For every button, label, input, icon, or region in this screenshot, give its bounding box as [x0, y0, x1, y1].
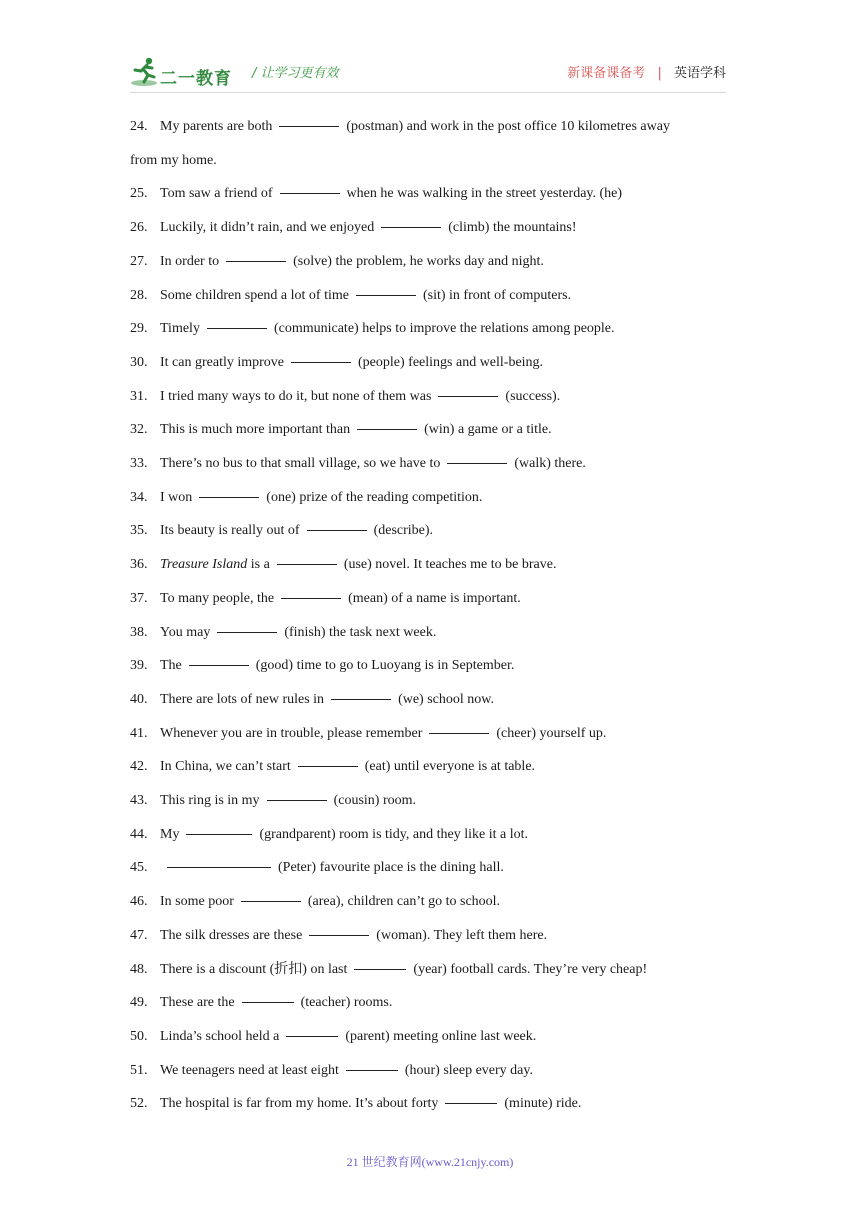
answer-blank[interactable]: [207, 327, 267, 329]
question-number: 37.: [130, 590, 148, 606]
answer-blank[interactable]: [331, 698, 391, 700]
question-text-before: Its beauty is really out of: [160, 523, 300, 539]
answer-blank[interactable]: [307, 529, 367, 531]
question-text-before: I won: [160, 489, 193, 505]
tag-separator: |: [657, 66, 662, 81]
question-text-before: Luckily, it didn’t rain, and we enjoyed: [160, 220, 375, 236]
logo: [130, 56, 240, 88]
answer-blank[interactable]: [438, 395, 498, 397]
question-number: 27.: [130, 253, 148, 269]
question-text-before: This ring is in my: [160, 793, 260, 809]
question-number: 29.: [130, 321, 148, 337]
question-text-after: (finish) the task next week.: [284, 624, 437, 640]
question-text-before: is a: [250, 557, 270, 573]
question-number: 24.: [130, 119, 148, 134]
answer-blank[interactable]: [309, 934, 369, 936]
question-number: 46.: [130, 894, 148, 910]
answer-blank[interactable]: [447, 462, 507, 464]
question-item: [130, 582, 730, 616]
question-text-before: The silk dresses are these: [160, 927, 303, 943]
question-item: [130, 312, 730, 346]
answer-blank[interactable]: [242, 1001, 294, 1003]
question-text-before: Some children spend a lot of time: [160, 287, 349, 303]
question-text-after: (describe).: [373, 523, 434, 539]
question-item: [130, 548, 730, 582]
question-text-before: We teenagers need at least eight: [160, 1062, 339, 1078]
question-number: 48.: [130, 961, 148, 977]
question-number: 31.: [130, 388, 148, 404]
question-text-before: In order to: [160, 253, 220, 269]
question-number: 35.: [130, 523, 148, 539]
question-text-before: There are lots of new rules in: [160, 691, 325, 707]
runner-icon: [130, 56, 160, 88]
question-text-after: (area), children can’t go to school.: [307, 894, 501, 910]
question-text-before: My: [160, 826, 180, 842]
answer-blank[interactable]: [189, 664, 249, 666]
question-item: [130, 279, 730, 313]
logo-text: 二一教育: [160, 69, 232, 89]
question-text-before: My parents are both: [160, 119, 273, 134]
question-item: [130, 245, 730, 279]
question-item: [130, 750, 730, 784]
answer-blank[interactable]: [356, 294, 416, 296]
subject-tag: [567, 62, 726, 81]
question-number: 40.: [130, 691, 148, 707]
question-item: [130, 818, 730, 852]
tag-subject: 英语学科: [673, 66, 726, 81]
question-number: 39.: [130, 658, 148, 674]
question-item: [130, 211, 730, 245]
question-text-before: This is much more important than: [160, 422, 351, 438]
question-number: 42.: [130, 759, 148, 775]
question-number: 49.: [130, 995, 148, 1011]
answer-blank[interactable]: [291, 361, 351, 363]
question-text-after: (cousin) room.: [333, 793, 416, 809]
question-text-after: (parent) meeting online last week.: [345, 1028, 537, 1044]
question-number: 34.: [130, 489, 148, 505]
question-text-after: (woman). They left them here.: [376, 927, 548, 943]
question-text-after: (grandparent) room is tidy, and they like it a lot.: [259, 826, 528, 842]
tag-course: 新课备课备考: [567, 66, 646, 81]
question-text-before: I tried many ways to do it, but none of them was: [160, 388, 432, 404]
question-text-after: (we) school now.: [398, 691, 494, 707]
question-text-after: (mean) of a name is important.: [348, 590, 521, 606]
question-text-before: Whenever you are in trouble, please remember: [160, 725, 423, 741]
question-number: 36.: [130, 557, 148, 573]
question-text-before: In some poor: [160, 894, 234, 910]
question-item: [130, 413, 730, 447]
question-text-after: when he was walking in the street yesterday. (he): [346, 186, 623, 202]
question-text-after: (people) feelings and well-being.: [358, 354, 544, 370]
answer-blank[interactable]: [286, 1035, 338, 1037]
question-item: [130, 177, 730, 211]
question-item: [130, 1020, 730, 1054]
question-text-after: (climb) the mountains!: [448, 220, 577, 236]
answer-blank[interactable]: [298, 765, 358, 767]
question-text-before: In China, we can’t start: [160, 759, 291, 775]
question-text-after: (communicate) helps to improve the relations among people.: [273, 321, 615, 337]
question-text-after: (solve) the problem, he works day and night.: [293, 253, 544, 269]
question-text-after: (teacher) rooms.: [300, 995, 393, 1011]
question-item: [130, 346, 730, 380]
question-text-before: Linda’s school held a: [160, 1028, 280, 1044]
question-item: [130, 514, 730, 548]
answer-blank[interactable]: [277, 563, 337, 565]
question-number: 41.: [130, 725, 148, 741]
answer-blank[interactable]: [429, 732, 489, 734]
page-footer: 21 世纪教育网(www.21cnjy.com): [346, 1155, 514, 1169]
question-text-before: There’s no bus to that small village, so we have to: [160, 456, 441, 472]
question-item: [130, 953, 730, 987]
question-item: [130, 380, 730, 414]
answer-blank[interactable]: [267, 799, 327, 801]
question-item: [130, 1087, 730, 1121]
question-item: [130, 717, 730, 751]
question-number: 45.: [130, 860, 148, 876]
question-continuation: from my home.: [130, 152, 217, 168]
question-text-before: There is a discount (折扣) on last: [160, 961, 348, 977]
answer-blank[interactable]: [279, 125, 339, 127]
question-number: 51.: [130, 1062, 148, 1078]
question-item: [130, 481, 730, 515]
question-number: 33.: [130, 456, 148, 472]
answer-blank[interactable]: [217, 631, 277, 633]
answer-blank[interactable]: [280, 192, 340, 194]
question-text-before: Tom saw a friend of: [160, 186, 273, 202]
question-text-before: The: [160, 658, 182, 674]
question-text-before: To many people, the: [160, 590, 275, 606]
question-text-after: (walk) there.: [514, 456, 586, 472]
answer-blank[interactable]: [226, 260, 286, 262]
question-number: 26.: [130, 220, 148, 236]
question-item: [130, 784, 730, 818]
question-text-after: (use) novel. It teaches me to be brave.: [343, 557, 557, 573]
question-text-before: The hospital is far from my home. It’s about forty: [160, 1096, 439, 1112]
question-number: 28.: [130, 287, 148, 303]
question-number: 44.: [130, 826, 148, 842]
question-list: [130, 110, 730, 1121]
question-text-after: (hour) sleep every day.: [404, 1062, 533, 1078]
question-text-before: Timely: [160, 321, 200, 337]
question-item: [130, 649, 730, 683]
question-text-before: These are the: [160, 995, 235, 1011]
question-text-before: It can greatly improve: [160, 354, 285, 370]
question-item: [130, 110, 730, 144]
question-item: [130, 616, 730, 650]
question-text-after: (win) a game or a title.: [424, 422, 552, 438]
question-number: 25.: [130, 186, 148, 202]
question-text-after: (minute) ride.: [504, 1096, 582, 1112]
answer-blank[interactable]: [354, 968, 406, 970]
answer-blank[interactable]: [199, 496, 259, 498]
question-text-after: (eat) until everyone is at table.: [364, 759, 536, 775]
question-number: 32.: [130, 422, 148, 438]
question-number: 47.: [130, 927, 148, 943]
answer-blank[interactable]: [167, 866, 271, 868]
page-header: [130, 52, 726, 93]
question-text-after: (good) time to go to Luoyang is in September.: [255, 658, 515, 674]
question-number: 43.: [130, 793, 148, 809]
question-text-after: (cheer) yourself up.: [496, 725, 607, 741]
question-text-after: (Peter) favourite place is the dining hall.: [278, 860, 504, 876]
question-number: 52.: [130, 1096, 148, 1112]
question-number: 50.: [130, 1028, 148, 1044]
question-text-after: (sit) in front of computers.: [422, 287, 572, 303]
question-item: [130, 851, 730, 885]
question-text-after: (success).: [505, 388, 561, 404]
question-item: [130, 919, 730, 953]
answer-blank[interactable]: [445, 1102, 497, 1104]
answer-blank[interactable]: [186, 833, 252, 835]
answer-blank[interactable]: [357, 428, 417, 430]
answer-blank[interactable]: [281, 597, 341, 599]
question-text-after: (postman) and work in the post office 10 kilometres away: [346, 119, 670, 134]
answer-blank[interactable]: [346, 1069, 398, 1071]
answer-blank[interactable]: [241, 900, 301, 902]
answer-blank[interactable]: [381, 226, 441, 228]
question-text-after: (year) football cards. They’re very cheap!: [413, 961, 648, 977]
slogan: / 让学习更有效: [252, 66, 339, 81]
question-item: [130, 683, 730, 717]
question-item: [130, 447, 730, 481]
question-number: 38.: [130, 624, 148, 640]
question-item: [130, 1054, 730, 1088]
question-text-before: You may: [160, 624, 211, 640]
question-item: [130, 986, 730, 1020]
question-item: [130, 885, 730, 919]
question-text-after: (one) prize of the reading competition.: [266, 489, 483, 505]
book-title: Treasure Island: [160, 557, 248, 573]
question-number: 30.: [130, 354, 148, 370]
